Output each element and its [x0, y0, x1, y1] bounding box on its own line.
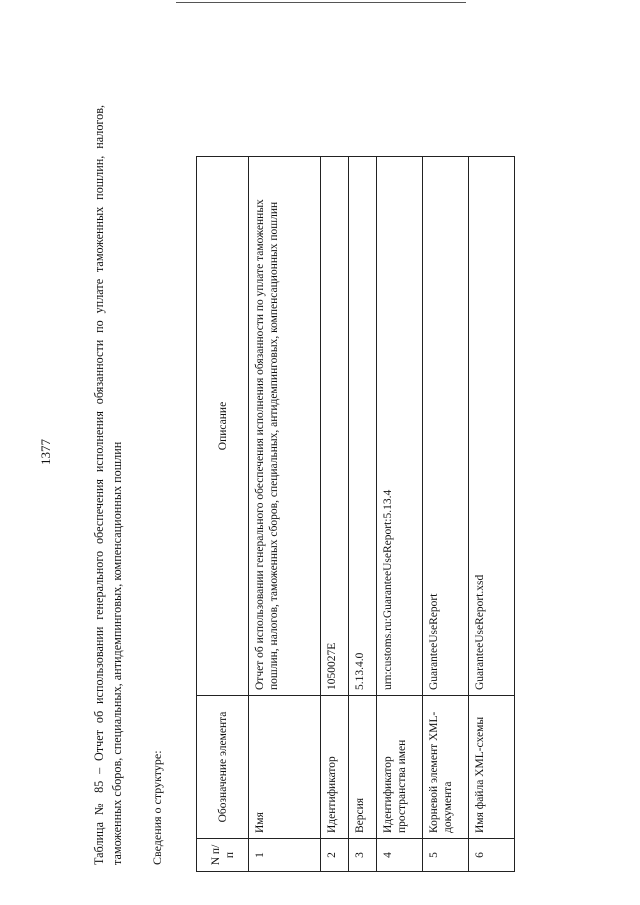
row-num: 4 [377, 839, 423, 872]
header-desc: Описание [197, 157, 249, 696]
row-num: 6 [469, 839, 515, 872]
row-name: Версия [349, 696, 377, 839]
row-name: Идентификатор пространства имен [377, 696, 423, 839]
row-name: Имя файла XML-схемы [469, 696, 515, 839]
section-label: Сведения о структуре: [150, 750, 164, 865]
row-desc: 1050027E [321, 157, 349, 696]
row-desc: urn:customs.ru:GuaranteeUseReport:5.13.4 [377, 157, 423, 696]
table-row [377, 157, 423, 872]
page-number: 1377 [38, 439, 53, 465]
row-name: Идентификатор [321, 696, 349, 839]
row-desc: 5.13.4.0 [349, 157, 377, 696]
row-num: 3 [349, 839, 377, 872]
header-name: Обозначение элемента [197, 696, 249, 839]
structure-table [196, 156, 515, 872]
row-num: 5 [423, 839, 469, 872]
table-caption: Таблица № 85 – Отчет об использовании генерального обеспечения исполнения обязанности по уплате таможенных пошлин, налогов, таможенных сборов, специальных, антидемпинговых, компенсационных пошлин [92, 105, 124, 865]
table-row [349, 157, 377, 872]
table-header-row [197, 157, 249, 872]
row-desc: Отчет об использовании генерального обеспечения исполнения обязанности по уплате таможенных пошлин, налогов, таможенных сборов, специальных, антидемпинговых, компенсационных пошлин [249, 157, 321, 696]
header-num: N п/п [197, 839, 249, 872]
row-num: 1 [249, 839, 321, 872]
row-name: Корневой элемент XML-документа [423, 696, 469, 839]
row-desc: GuaranteeUseReport [423, 157, 469, 696]
row-num: 2 [321, 839, 349, 872]
table-row [249, 157, 321, 872]
table-row [469, 157, 515, 872]
table-row [321, 157, 349, 872]
row-name: Имя [249, 696, 321, 839]
row-desc: GuaranteeUseReport.xsd [469, 157, 515, 696]
table-row [423, 157, 469, 872]
